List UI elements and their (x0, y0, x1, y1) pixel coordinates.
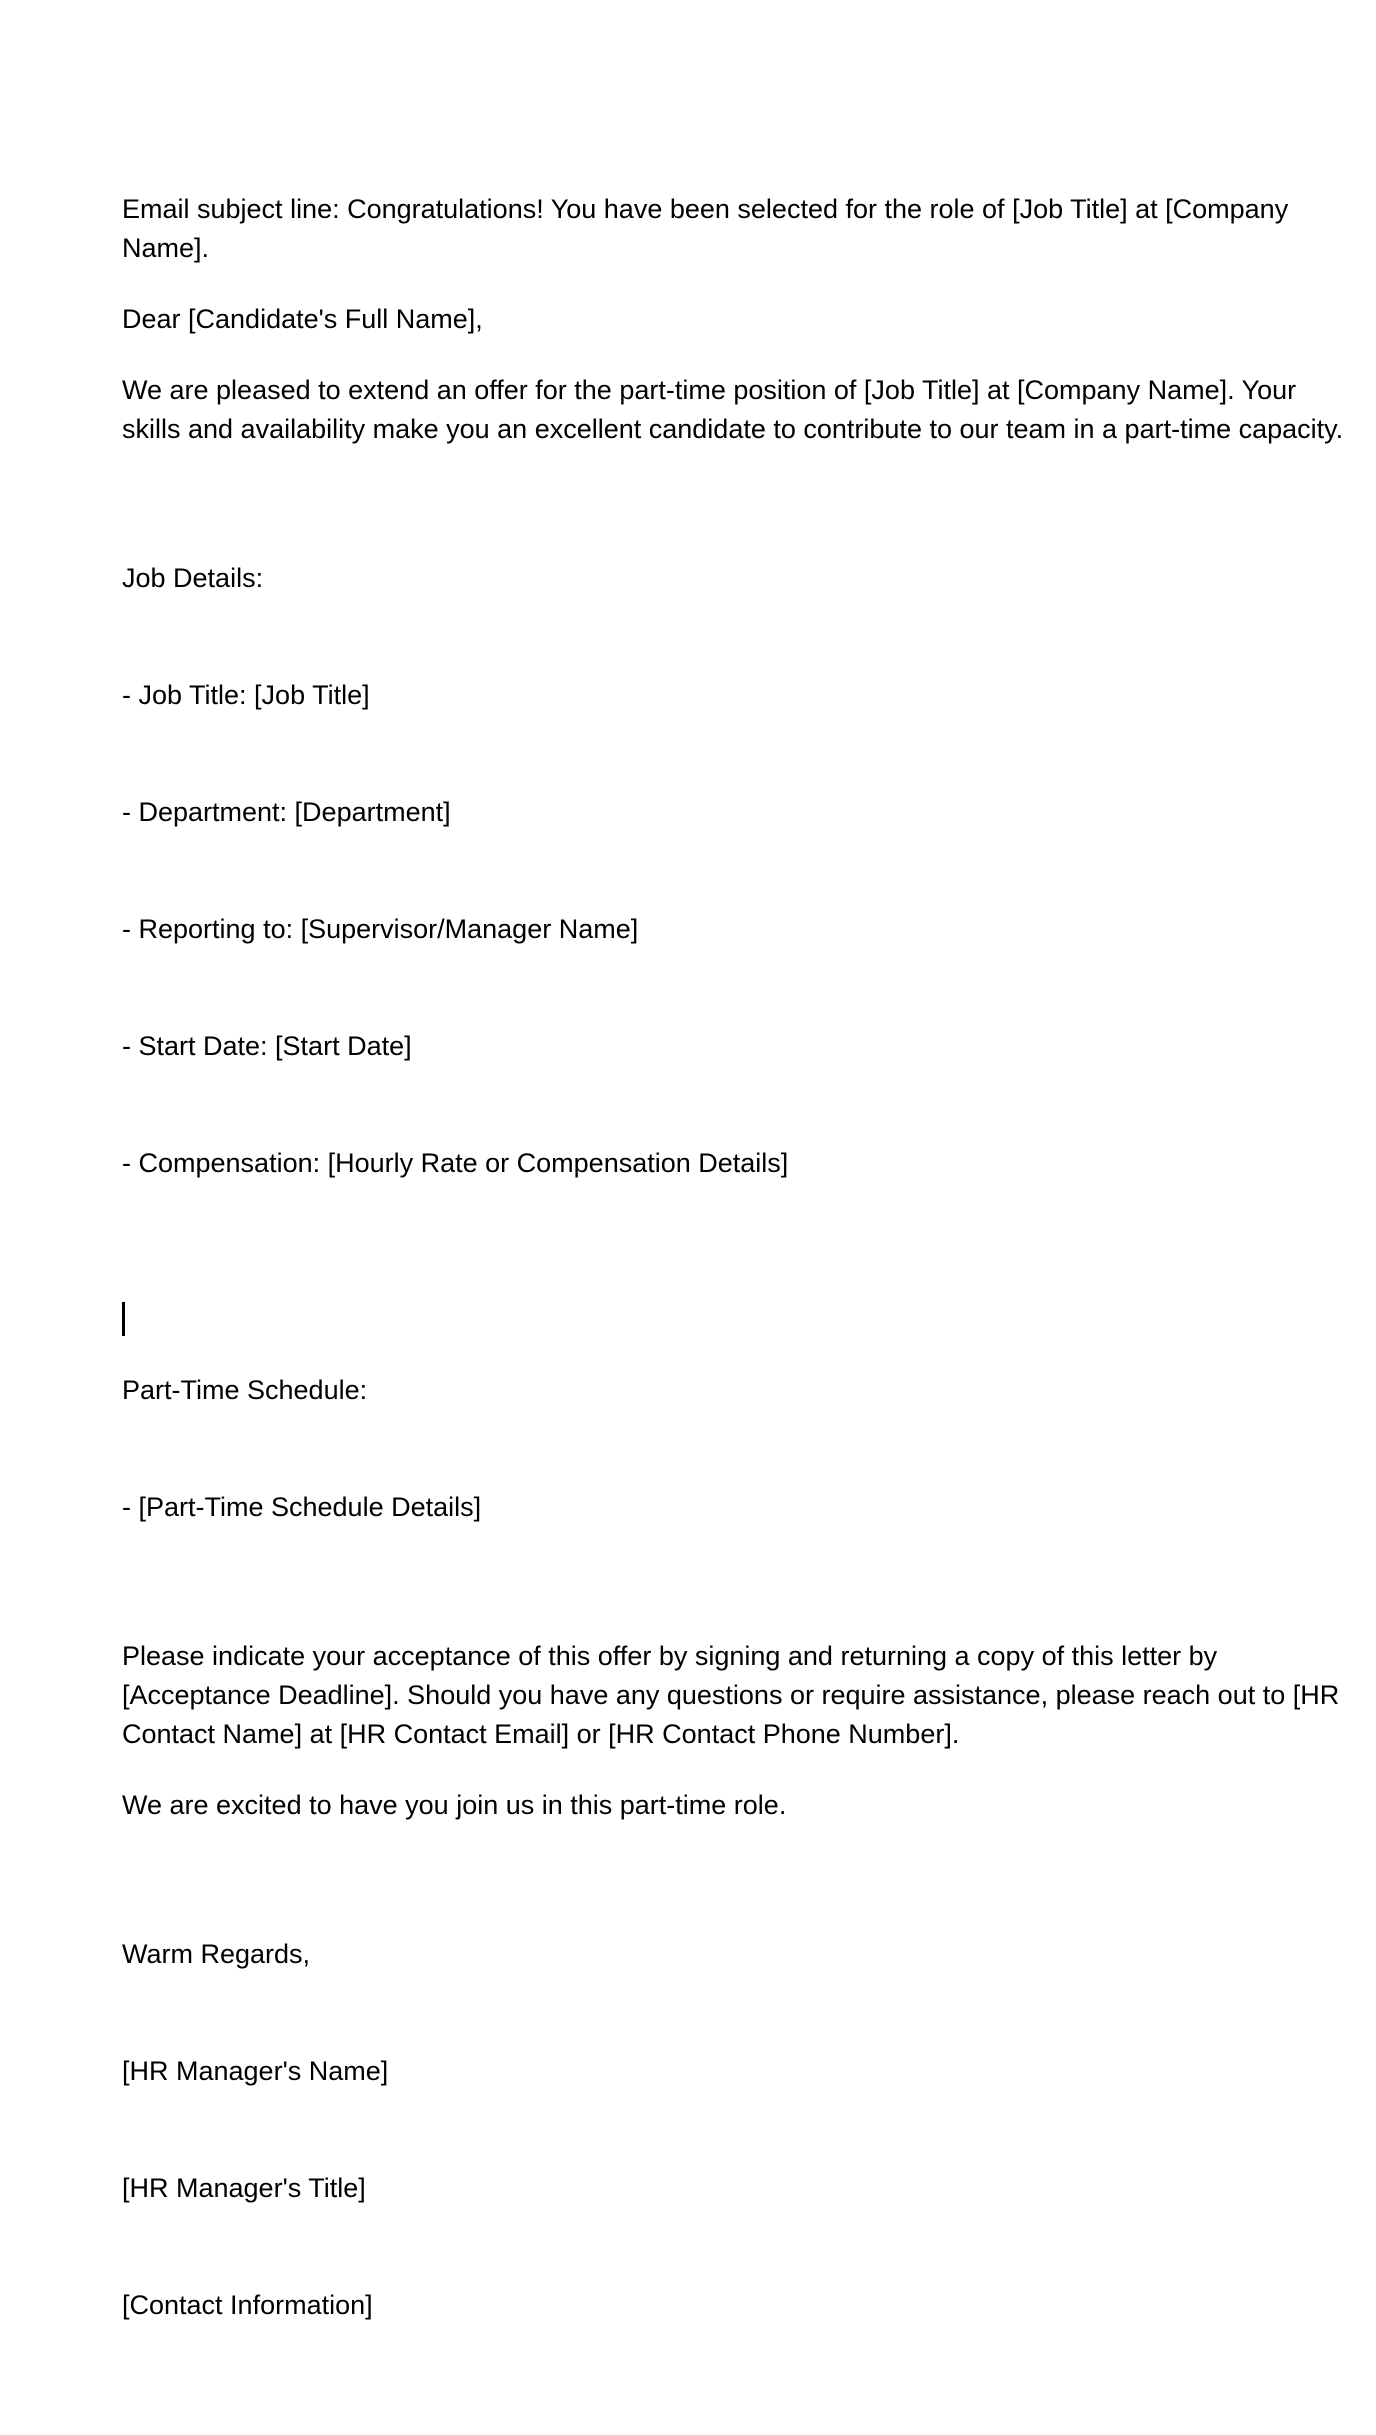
greeting: Dear [Candidate's Full Name], (122, 304, 483, 334)
subject-line: Email subject line: Congratulations! You have been selected for the role of [Job Title] at [Company Name]. (122, 194, 1296, 263)
closing-paragraph: We are excited to have you join us in this part-time role. (122, 1790, 787, 1820)
sign-off: Warm Regards, (122, 1939, 311, 1969)
schedule-section (122, 1293, 1362, 1605)
job-details-section (122, 481, 1362, 1261)
job-detail-item: - Compensation: [Hourly Rate or Compensation Details] (122, 1148, 789, 1178)
job-detail-item: - Reporting to: [Supervisor/Manager Name] (122, 914, 639, 944)
signer-title: [HR Manager's Title] (122, 2173, 366, 2203)
signer-name: [HR Manager's Name] (122, 2056, 389, 2086)
job-detail-item: - Job Title: [Job Title] (122, 680, 370, 710)
intro-paragraph: We are pleased to extend an offer for the part-time position of [Job Title] at [Company Name]. Your skills and availability make you an excellent candidate to contribute to our team in a part-time capacity. (122, 375, 1344, 444)
schedule-heading: Part-Time Schedule: (122, 1375, 368, 1405)
signer-contact: [Contact Information] (122, 2290, 373, 2320)
letter-body[interactable] (122, 190, 1362, 2435)
signature-block (122, 1857, 1362, 2403)
job-details-heading: Job Details: (122, 563, 264, 593)
job-detail-item: - Department: [Department] (122, 797, 451, 827)
schedule-item: - [Part-Time Schedule Details] (122, 1492, 482, 1522)
job-detail-item: - Start Date: [Start Date] (122, 1031, 412, 1061)
text-cursor (122, 1302, 125, 1336)
acceptance-paragraph: Please indicate your acceptance of this offer by signing and returning a copy of this letter by [Acceptance Deadline]. Should you have any questions or require assistance, please reach out to [HR Contact Name] at [HR Contact Email] or [HR Contact Phone Number]. (122, 1641, 1347, 1749)
